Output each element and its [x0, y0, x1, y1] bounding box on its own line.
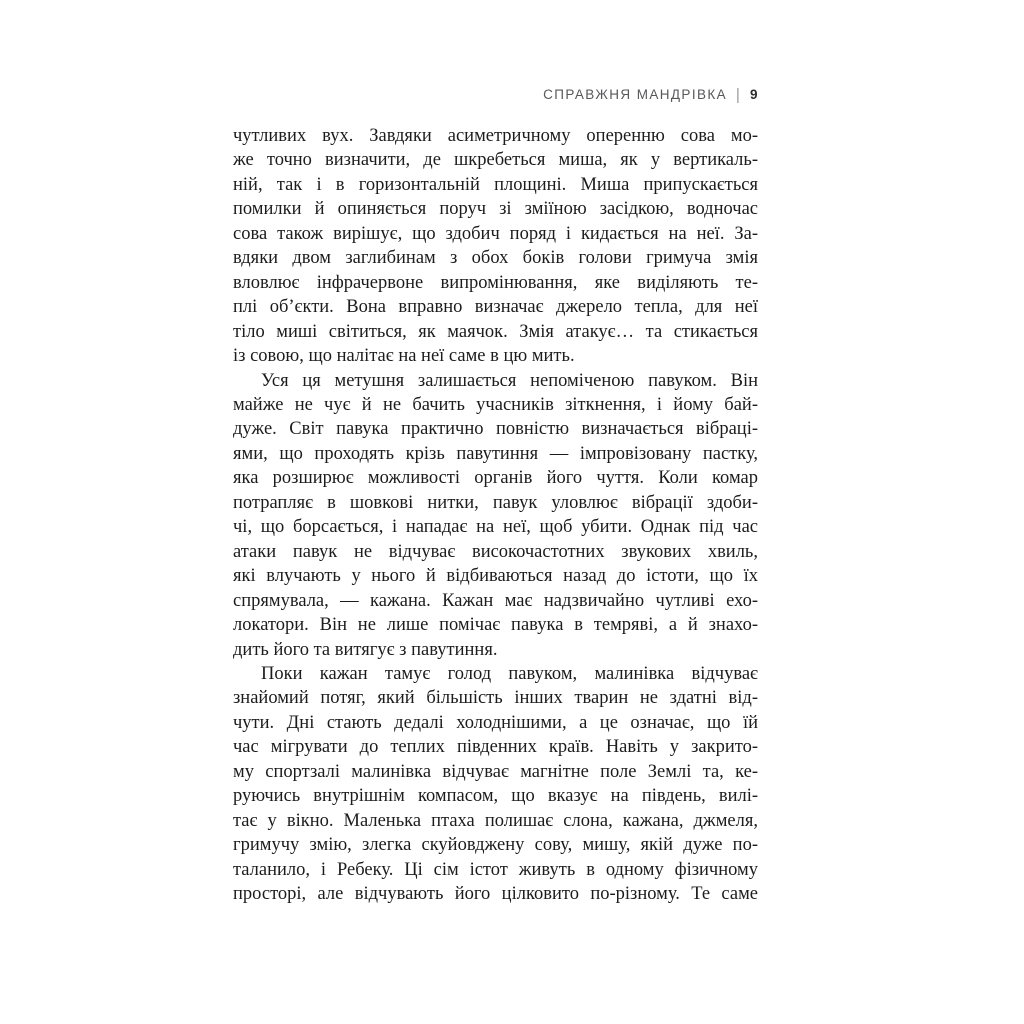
paragraph — [233, 369, 758, 662]
text-line: Поки кажан тамує голод павуком, малинівка відчуває — [261, 663, 758, 684]
page-number: 9 — [749, 87, 758, 102]
text-line: плі об’єкти. Вона вправно визначає джерело тепла, для неї — [233, 297, 758, 318]
text-line: тіло миші світиться, як маячок. Змія атакує… та стикається — [233, 321, 758, 342]
text-line: потрапляє в шовкові нитки, павук уловлює вібрації здоби- — [233, 492, 758, 513]
text-line: із совою, що налітає на неї саме в цю мить. — [233, 346, 575, 367]
running-head — [233, 86, 758, 103]
text-line: дить його та витягує з павутиння. — [233, 639, 498, 660]
text-line: ями, що проходять крізь павутиння — імпровізовану пастку, — [233, 443, 758, 464]
running-head-title: СПРАВЖНЯ МАНДРІВКА — [543, 87, 728, 102]
paragraph — [233, 662, 758, 907]
text-line: чутливих вух. Завдяки асиметричному оперенню сова мо- — [233, 126, 758, 146]
body-text — [233, 124, 758, 907]
text-line: час мігрувати до теплих південних країв. Навіть у закрито- — [233, 737, 758, 758]
text-line: ній, так і в горизонтальній площині. Миша припускається — [233, 174, 758, 195]
text-line: просторі, але відчувають його цілковито по-різному. Те саме — [233, 884, 758, 905]
text-line: які влучають у нього й відбиваються назад до істоти, що їх — [233, 566, 758, 587]
text-line: чі, що борсається, і нападає на неї, щоб убити. Однак під час — [233, 517, 758, 538]
paragraph — [233, 124, 758, 369]
text-line: вдяки двом заглибинам з обох боків голови гримуча змія — [233, 248, 758, 269]
text-line: Уся ця метушня залишається непоміченою павуком. Він — [261, 370, 758, 391]
text-line: же точно визначити, де шкребеться миша, як у вертикаль- — [233, 150, 758, 171]
text-line: таланило, і Ребеку. Ці сім істот живуть в одному фізичному — [233, 859, 758, 880]
text-line: локатори. Він не лише помічає павука в темряві, а й знахо- — [233, 615, 758, 636]
running-head-separator: | — [736, 85, 741, 104]
text-line: яка розширює можливості органів його чуття. Коли комар — [233, 468, 758, 489]
text-line: тає у вікно. Маленька птаха полишає слона, кажана, джмеля, — [233, 810, 758, 831]
text-line: помилки й опиняється поруч зі зміїною засідкою, водночас — [233, 199, 758, 220]
text-column — [233, 86, 758, 907]
text-line: знайомий потяг, який більшість інших тварин не здатні від- — [233, 688, 758, 709]
text-line: спрямувала, — кажана. Кажан має надзвичайно чутливі ехо- — [233, 590, 758, 611]
text-line: майже не чує й не бачить учасників зіткнення, і йому бай- — [233, 394, 758, 415]
text-line: му спортзалі малинівка відчуває магнітне поле Землі та, ке- — [233, 761, 758, 782]
text-line: дуже. Світ павука практично повністю визначається вібраці- — [233, 419, 758, 440]
text-line: гримучу змію, злегка скуйовджену сову, мишу, якій дуже по- — [233, 835, 758, 856]
text-line: вловлює інфрачервоне випромінювання, яке виділяють те- — [233, 272, 758, 293]
text-line: руючись внутрішнім компасом, що вказує на південь, вилі- — [233, 786, 758, 807]
text-line: сова також вирішує, що здобич поряд і кидається на неї. За- — [233, 223, 758, 244]
text-line: чути. Дні стають дедалі холоднішими, а це означає, що їй — [233, 712, 758, 733]
text-line: атаки павук не відчуває високочастотних звукових хвиль, — [233, 541, 758, 562]
